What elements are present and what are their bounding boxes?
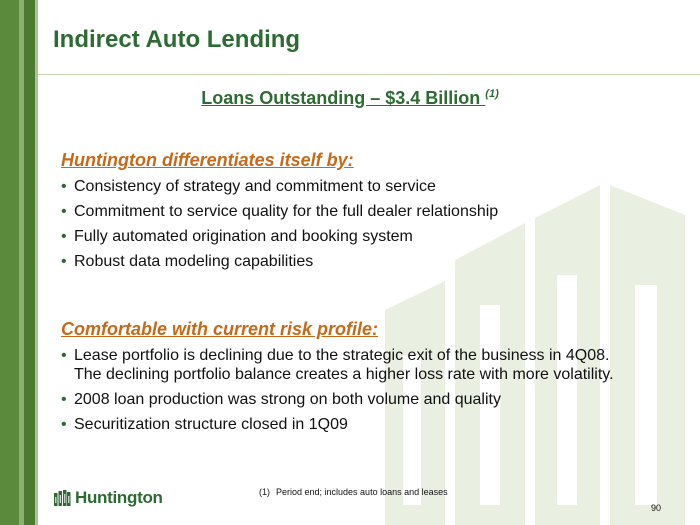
- list-item: • Consistency of strategy and commitment to service: [61, 177, 498, 196]
- list-item-continuation: [61, 365, 614, 384]
- page-title: Indirect Auto Lending: [53, 26, 301, 53]
- left-stripe-pale: [35, 0, 38, 525]
- footnote-number: (1): [259, 487, 270, 497]
- footnote: [259, 487, 448, 497]
- list-item: • Fully automated origination and booking system: [61, 227, 498, 246]
- page-number: 90: [650, 503, 661, 513]
- subtitle-footnote-mark: (1): [485, 88, 499, 100]
- differentiators-list: [61, 177, 498, 277]
- subtitle: [0, 88, 700, 109]
- subtitle-text: Loans Outstanding – $3.4 Billion: [201, 88, 486, 108]
- list-item: • 2008 loan production was strong on both volume and quality: [61, 390, 614, 409]
- huntington-logo-icon: [53, 489, 71, 507]
- list-item: • Commitment to service quality for the full dealer relationship: [61, 202, 498, 221]
- list-item: • Lease portfolio is declining due to the strategic exit of the business in 4Q08.: [61, 346, 614, 365]
- logo-text: Huntington: [75, 488, 163, 507]
- left-stripe-dark: [0, 0, 19, 525]
- risk-list: [61, 346, 614, 440]
- list-item-text: The declining portfolio balance creates a higher loss rate with more volatility.: [74, 366, 614, 383]
- section-heading-risk: Comfortable with current risk profile:: [61, 319, 379, 339]
- list-item: • Robust data modeling capabilities: [61, 252, 498, 271]
- footnote-text: Period end; includes auto loans and leases: [276, 487, 448, 497]
- title-divider: [38, 74, 700, 75]
- section-heading-differentiators: Huntington differentiates itself by:: [61, 150, 354, 170]
- left-stripe-mid: [24, 0, 35, 525]
- list-item: • Securitization structure closed in 1Q09: [61, 415, 614, 434]
- huntington-logo: [53, 488, 163, 508]
